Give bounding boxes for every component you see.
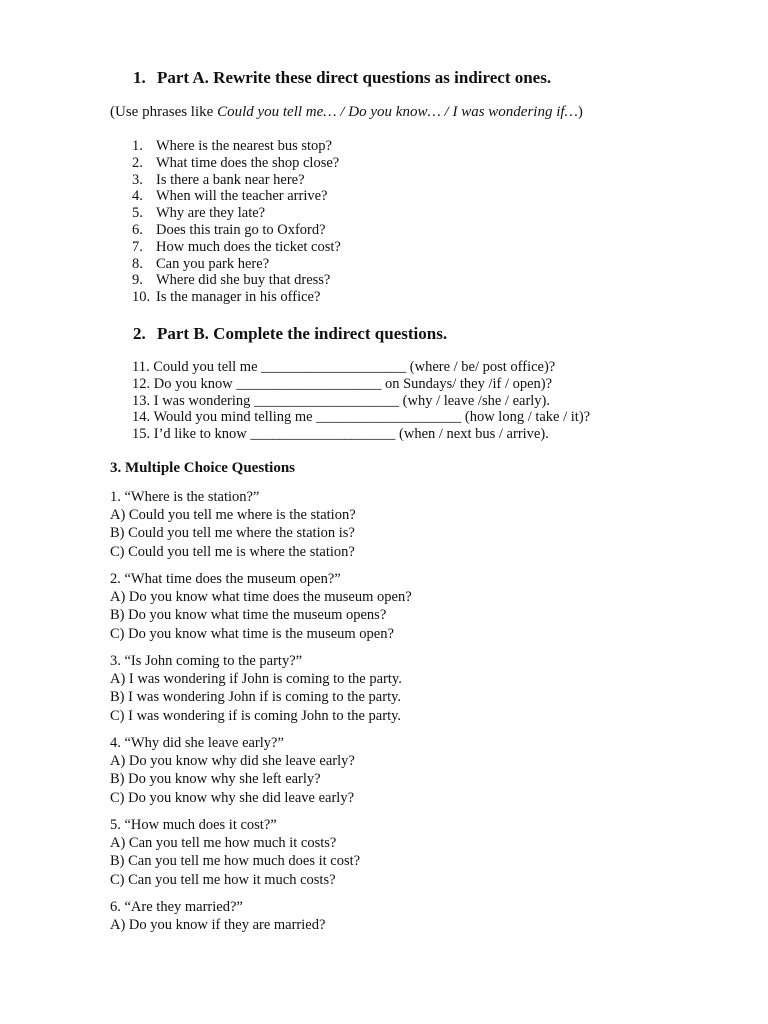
list-item: 9. Where did she buy that dress? — [132, 272, 331, 289]
option-c: C) Can you tell me how it much costs? — [110, 871, 336, 888]
option-b: B) Can you tell me how much does it cost? — [110, 853, 361, 870]
part-a-heading — [133, 68, 551, 88]
list-item: 5. Why are they late? — [132, 205, 266, 222]
option-c: C) I was wondering if is coming John to the party. — [110, 707, 402, 724]
part-c-heading: 3. Multiple Choice Questions — [110, 460, 296, 476]
question-text: 2. “What time does the museum open?” — [110, 571, 341, 587]
part-b-title: Part B. Complete the indirect questions. — [157, 324, 448, 343]
part-a-title: Part A. Rewrite these direct questions as indirect ones. — [157, 68, 552, 87]
question-text: 4. “Why did she leave early?” — [110, 735, 284, 751]
option-a: A) Can you tell me how much it costs? — [110, 835, 337, 852]
part-a-question-list — [132, 138, 341, 306]
option-b: B) Could you tell me where the station is? — [110, 525, 355, 542]
list-item: 10. Is the manager in his office? — [132, 289, 321, 306]
option-b: B) Do you know what time the museum opens? — [110, 607, 387, 624]
instruction-phrases: Could you tell me… / Do you know… / I was wondering if… — [217, 104, 578, 120]
list-item: 1. Where is the nearest bus stop? — [132, 138, 332, 154]
instruction-suffix: ) — [577, 104, 583, 120]
option-b: B) I was wondering John if is coming to the party. — [110, 689, 402, 706]
option-a: A) Do you know what time does the museum open? — [110, 589, 412, 606]
option-c: C) Do you know why she did leave early? — [110, 789, 355, 806]
part-b-number: 2. — [133, 324, 146, 343]
part-b-question-list — [132, 359, 590, 443]
mcq-question-5 — [110, 816, 360, 889]
option-b: B) Do you know why she left early? — [110, 771, 321, 788]
mcq-question-6 — [110, 898, 325, 934]
option-a: A) Could you tell me where is the station? — [110, 507, 356, 524]
mcq-question-2 — [110, 570, 412, 643]
part-b-heading — [133, 324, 447, 344]
option-a: A) Do you know why did she leave early? — [110, 753, 355, 770]
option-c: C) Do you know what time is the museum open? — [110, 625, 394, 642]
list-item: 15. I’d like to know ____________________ (when / next bus / arrive). — [132, 426, 549, 443]
mcq-question-4 — [110, 734, 355, 807]
mcq-question-1 — [110, 488, 356, 561]
list-item: 12. Do you know ____________________ on Sundays/ they /if / open)? — [132, 375, 553, 392]
list-item: 3. Is there a bank near here? — [132, 171, 305, 188]
mcq-question-3 — [110, 652, 402, 725]
option-c: C) Could you tell me is where the station? — [110, 543, 355, 560]
list-item: 2. What time does the shop close? — [132, 154, 340, 171]
part-a-number: 1. — [133, 68, 146, 87]
list-item: 4. When will the teacher arrive? — [132, 188, 328, 205]
option-a: A) Do you know if they are married? — [110, 917, 326, 934]
part-a-instruction — [110, 104, 583, 121]
list-item: 13. I was wondering ____________________ (why / leave /she / early). — [132, 392, 551, 409]
list-item: 6. Does this train go to Oxford? — [132, 221, 326, 238]
list-item: 7. How much does the ticket cost? — [132, 238, 341, 255]
list-item: 8. Can you park here? — [132, 255, 270, 272]
question-text: 5. “How much does it cost?” — [110, 817, 277, 833]
instruction-prefix: (Use phrases like — [110, 104, 218, 120]
list-item: 11. Could you tell me ____________________ (where / be/ post office)? — [132, 359, 556, 375]
list-item: 14. Would you mind telling me ____________________ (how long / take / it)? — [132, 409, 591, 426]
question-text: 1. “Where is the station?” — [110, 489, 260, 505]
option-a: A) I was wondering if John is coming to the party. — [110, 671, 402, 688]
question-text: 3. “Is John coming to the party?” — [110, 653, 303, 669]
question-text: 6. “Are they married?” — [110, 899, 243, 915]
